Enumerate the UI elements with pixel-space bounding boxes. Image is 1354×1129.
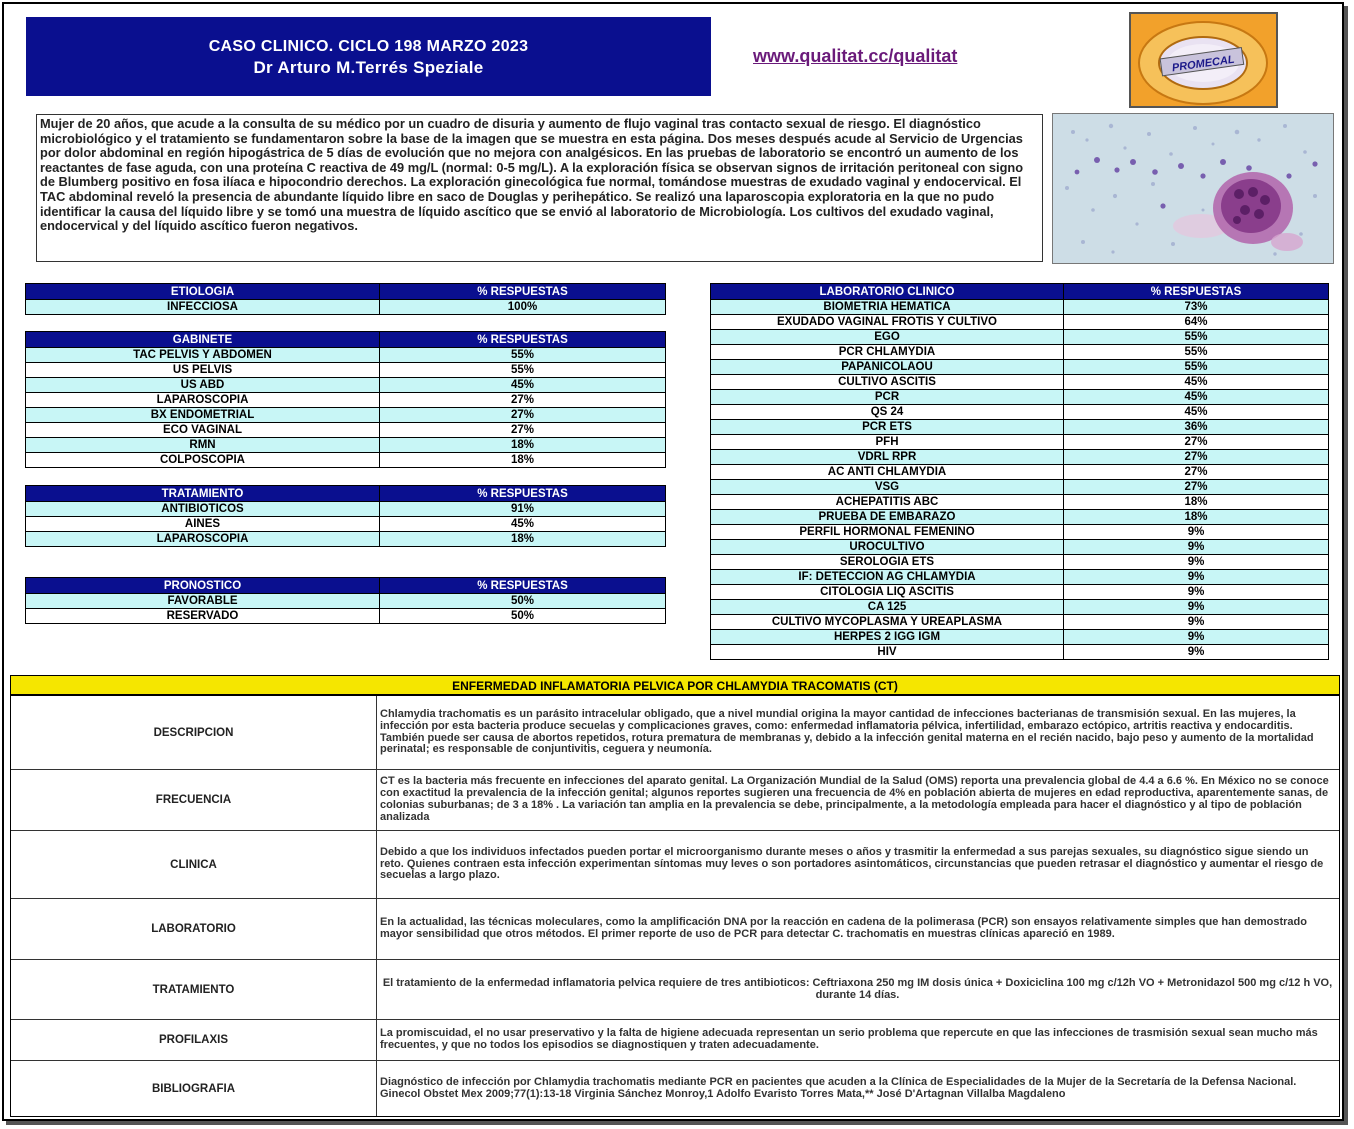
section-text: Debido a que los individuos infectados pueden portar el microorganismo durante meses o años y trasmitir la enfermedad a sus parejas sexuales, su diagnóstico sigue siendo un reto. Quienes contraen esta infección experimentan síntomas muy leves o son portadores asintomáticos, circunstancias que pueden retrasar el diagnóstico y aumentar el riesgo de secuelas a largo plazo.: [380, 845, 1324, 882]
table-row: [711, 375, 1329, 390]
table-cell: 9%: [1064, 600, 1329, 615]
table-row: [711, 570, 1329, 585]
table-cell: 50%: [380, 594, 666, 609]
table-row: [26, 517, 666, 532]
table-row: [711, 435, 1329, 450]
section-text: Diagnóstico de infección por Chlamydia trachomatis mediante PCR en pacientes que acuden a la Clínica de Especialidades de la Mujer de la Secretaría de la Defensa Nacional. Ginecol Obstet Mex 2009;77(1):13-18 Virginia Sánchez Monroy,1 Adolfo Evaristo Torres Mata,** José D'Artagnan Villalba Magdaleno: [380, 1075, 1297, 1100]
table-cell: 9%: [1064, 555, 1329, 570]
table-cell: 18%: [380, 438, 666, 453]
table-cell: 55%: [380, 363, 666, 378]
table-row: [711, 540, 1329, 555]
table-row: [26, 453, 666, 468]
table-row: [26, 363, 666, 378]
table-cell: 9%: [1064, 540, 1329, 555]
table-cell: 27%: [1064, 465, 1329, 480]
section-label: TRATAMIENTO: [11, 960, 377, 1019]
case-title: CASO CLINICO. CICLO 198 MARZO 2023: [208, 38, 529, 55]
table-cell: QS 24: [711, 405, 1064, 420]
table-cell: COLPOSCOPIA: [26, 453, 380, 468]
section-label: FRECUENCIA: [11, 770, 377, 830]
table-header: GABINETE: [26, 332, 380, 348]
table-cell: HIV: [711, 645, 1064, 660]
table-cell: 27%: [1064, 450, 1329, 465]
title-banner: [26, 17, 711, 96]
table-cell: PAPANICOLAOU: [711, 360, 1064, 375]
table-header: % RESPUESTAS: [380, 486, 666, 502]
table-cell: VSG: [711, 480, 1064, 495]
author-name: Dr Arturo M.Terrés Speziale: [253, 58, 484, 77]
section-text: La promiscuidad, el no usar preservativo y la falta de higiene adecuada representan un serio problema que repercute en que las infecciones de trasmisión sexual sean mucho más frecuentes, y que no todos los episodios se diagnostiquen y traten adecuadamente.: [380, 1027, 1318, 1051]
case-description: Mujer de 20 años, que acude a la consulta de su médico por un cuadro de disuria y aumento de flujo vaginal tras contacto sexual de riesgo. El diagnóstico microbiológico y el tratamiento se fundamentaron sobre la base de la imagen que se muestra en esta página. Dos meses después acude al Servicio de Urgencias por dolor abdominal en región hipogástrica de 5 días de evolución que no mejora con analgésicos. En las pruebas de laboratorio se encontró un aumento de los reactantes de fase aguda, con una proteína C reactiva de 49 mg/L (normal: 0-5 mg/L). A la exploración física se observan signos de irritación peritoneal con signo de Blumberg positivo en fosa ilíaca e hipocondrio derechos. La exploración ginecológica fue normal, tomándose muestras de exudado vaginal y endocervical. El TAC abdominal reveló la presencia de abundante líquido libre en saco de Douglas y perihepático. Se realizó una laparoscopia exploratoria en la que no pudo identificar la causa del líquido libre y se tomó una muestra de líquido ascítico que se envió al laboratorio de Microbiología. Los cultivos del exudado vaginal, endocervical y del líquido ascítico fueron negativos.: [36, 114, 1043, 262]
table-cell: AINES: [26, 517, 380, 532]
table-cell: 9%: [1064, 615, 1329, 630]
table-row: [711, 300, 1329, 315]
table-cell: 9%: [1064, 645, 1329, 660]
logo-text: PROMECAL: [1171, 53, 1236, 75]
table-row: [711, 495, 1329, 510]
table-cell: PCR: [711, 390, 1064, 405]
table-cell: IF: DETECCION AG CHLAMYDIA: [711, 570, 1064, 585]
table-cell: ECO VAGINAL: [26, 423, 380, 438]
section-label: DESCRIPCION: [11, 696, 377, 769]
table-row: [711, 645, 1329, 660]
website-link[interactable]: www.qualitat.cc/qualitat: [753, 46, 958, 66]
table-header: TRATAMIENTO: [26, 486, 380, 502]
table-cell: 45%: [380, 378, 666, 393]
table-row: [26, 300, 666, 315]
table-cell: CITOLOGIA LIQ ASCITIS: [711, 585, 1064, 600]
table-row: [711, 525, 1329, 540]
table-cell: US PELVIS: [26, 363, 380, 378]
table-row: [711, 510, 1329, 525]
table-cell: 100%: [380, 300, 666, 315]
table-row: [711, 615, 1329, 630]
table-cell: 18%: [1064, 495, 1329, 510]
table-row: [26, 348, 666, 363]
promecal-logo: [1129, 12, 1278, 108]
table-cell: PCR CHLAMYDIA: [711, 345, 1064, 360]
table-header: LABORATORIO CLINICO: [711, 284, 1064, 300]
table-cell: 45%: [1064, 405, 1329, 420]
table-cell: ANTIBIOTICOS: [26, 502, 380, 517]
table-cell: EXUDADO VAGINAL FROTIS Y CULTIVO: [711, 315, 1064, 330]
table-header: % RESPUESTAS: [380, 332, 666, 348]
table-cell: CULTIVO ASCITIS: [711, 375, 1064, 390]
table-cell: PFH: [711, 435, 1064, 450]
table-cell: CULTIVO MYCOPLASMA Y UREAPLASMA: [711, 615, 1064, 630]
table-row: [26, 393, 666, 408]
table-cell: 27%: [380, 393, 666, 408]
table-cell: 45%: [380, 517, 666, 532]
table-row: [711, 600, 1329, 615]
microscopy-image: [1052, 113, 1334, 264]
table-cell: UROCULTIVO: [711, 540, 1064, 555]
table-header: ETIOLOGIA: [26, 284, 380, 300]
table-cell: 18%: [380, 453, 666, 468]
table-cell: 55%: [1064, 345, 1329, 360]
table-cell: 36%: [1064, 420, 1329, 435]
table-row: [711, 360, 1329, 375]
table-cell: VDRL RPR: [711, 450, 1064, 465]
table-cell: LAPAROSCOPIA: [26, 532, 380, 547]
table-row: [711, 465, 1329, 480]
section-tratamiento: [11, 960, 1339, 1020]
section-frecuencia: [11, 770, 1339, 831]
section-text: Chlamydia trachomatis es un parásito intracelular obligado, que a nivel mundial origina la mayor cantidad de infecciones bacterianas de transmisión sexual. En las mujeres, la infección por esta bacteria produce secuelas y complicaciones graves, como: enfermedad inflamatoria pélvica, infertilidad, embarazo ectópico, artritis reactiva y endocarditis. También puede ser causa de abortos repetidos, rotura prematura de membranas y, debido a la infección genital materna en el recién nacido, bajo peso y aumento de la mortalidad perinatal; es responsable de conjuntivitis, ceguera y neumonía.: [380, 707, 1314, 756]
table-row: [711, 585, 1329, 600]
table-cell: 9%: [1064, 585, 1329, 600]
laboratorio-table: [710, 283, 1329, 660]
table-row: [711, 330, 1329, 345]
table-cell: AC ANTI CHLAMYDIA: [711, 465, 1064, 480]
table-row: [26, 594, 666, 609]
table-cell: 18%: [1064, 510, 1329, 525]
table-row: [26, 423, 666, 438]
table-cell: BX ENDOMETRIAL: [26, 408, 380, 423]
section-label: CLINICA: [11, 831, 377, 898]
table-row: [711, 345, 1329, 360]
table-header: PRONOSTICO: [26, 578, 380, 594]
table-cell: EGO: [711, 330, 1064, 345]
tratamiento-table: [25, 485, 666, 547]
table-cell: SEROLOGIA ETS: [711, 555, 1064, 570]
table-cell: 27%: [380, 408, 666, 423]
table-cell: RMN: [26, 438, 380, 453]
table-cell: FAVORABLE: [26, 594, 380, 609]
table-cell: 91%: [380, 502, 666, 517]
table-row: [711, 405, 1329, 420]
table-cell: 9%: [1064, 630, 1329, 645]
table-cell: 27%: [380, 423, 666, 438]
section-text: En la actualidad, las técnicas moleculares, como la amplificación DNA por la reacción en cadena de la polimerasa (PCR) son ensayos relativamente simples que han demostrado mayor sensibilidad que otros métodos. El primer reporte de uso de PCR para detectar C. trachomatis en muestras clínicas apareció en 1989.: [380, 916, 1307, 940]
table-cell: INFECCIOSA: [26, 300, 380, 315]
table-cell: PRUEBA DE EMBARAZO: [711, 510, 1064, 525]
table-cell: 45%: [1064, 390, 1329, 405]
table-cell: 9%: [1064, 525, 1329, 540]
table-cell: 45%: [1064, 375, 1329, 390]
table-row: [711, 450, 1329, 465]
disease-panel: [10, 675, 1340, 1117]
table-cell: CA 125: [711, 600, 1064, 615]
table-row: [711, 390, 1329, 405]
table-cell: 55%: [380, 348, 666, 363]
table-cell: 27%: [1064, 480, 1329, 495]
section-bibliografia: [11, 1061, 1339, 1116]
table-cell: 27%: [1064, 435, 1329, 450]
table-row: [711, 630, 1329, 645]
table-cell: US ABD: [26, 378, 380, 393]
section-text: CT es la bacteria más frecuente en infecciones del aparato genital. La Organización Mundial de la Salud (OMS) reporta una prevalencia global de 4.4 a 6.6 %. En México no se conoce con exactitud la prevalencia de la infección genital; algunos reportes sugieren una frecuencia de 4% en población abierta de mujeres en edad reproductiva, aparentemente sanas, de colonias suburbanas; de 3 a 18% . La variación tan amplia en la prevalencia se debe, principalmente, a la metodología empleada para hacer el diagnóstico y al tipo de población analizada: [380, 775, 1329, 823]
table-row: [711, 480, 1329, 495]
table-cell: 64%: [1064, 315, 1329, 330]
table-cell: PERFIL HORMONAL FEMENINO: [711, 525, 1064, 540]
table-cell: TAC PELVIS Y ABDOMEN: [26, 348, 380, 363]
section-profilaxis: [11, 1020, 1339, 1061]
table-row: [26, 532, 666, 547]
table-cell: 55%: [1064, 360, 1329, 375]
table-header: % RESPUESTAS: [380, 578, 666, 594]
table-header: % RESPUESTAS: [380, 284, 666, 300]
table-cell: HERPES 2 IGG IGM: [711, 630, 1064, 645]
etiologia-table: [25, 283, 666, 315]
section-label: PROFILAXIS: [11, 1020, 377, 1060]
section-label: LABORATORIO: [11, 899, 377, 959]
table-row: [26, 378, 666, 393]
table-row: [26, 502, 666, 517]
table-row: [26, 609, 666, 624]
table-row: [26, 438, 666, 453]
table-cell: RESERVADO: [26, 609, 380, 624]
table-cell: 18%: [380, 532, 666, 547]
table-cell: 50%: [380, 609, 666, 624]
section-clinica: [11, 831, 1339, 899]
section-descripcion: [11, 696, 1339, 770]
table-row: [711, 555, 1329, 570]
table-header: % RESPUESTAS: [1064, 284, 1329, 300]
table-cell: 9%: [1064, 570, 1329, 585]
gabinete-table: [25, 331, 666, 468]
table-cell: BIOMETRIA HEMATICA: [711, 300, 1064, 315]
section-text: El tratamiento de la enfermedad inflamatoria pelvica requiere de tres antibioticos: Ceftriaxona 250 mg IM dosis única + Doxiciclina 100 mg c/12h VO + Metronidazol 500 mg c/12 h VO, durante 14 días.: [382, 976, 1333, 1001]
table-cell: 55%: [1064, 330, 1329, 345]
table-cell: 73%: [1064, 300, 1329, 315]
section-label: BIBLIOGRAFIA: [11, 1061, 377, 1116]
table-cell: PCR ETS: [711, 420, 1064, 435]
table-row: [711, 420, 1329, 435]
table-cell: ACHEPATITIS ABC: [711, 495, 1064, 510]
table-row: [711, 315, 1329, 330]
section-laboratorio: [11, 899, 1339, 960]
disease-title: ENFERMEDAD INFLAMATORIA PELVICA POR CHLAMYDIA TRACOMATIS (CT): [11, 676, 1339, 696]
pronostico-table: [25, 577, 666, 624]
table-cell: LAPAROSCOPIA: [26, 393, 380, 408]
table-row: [26, 408, 666, 423]
